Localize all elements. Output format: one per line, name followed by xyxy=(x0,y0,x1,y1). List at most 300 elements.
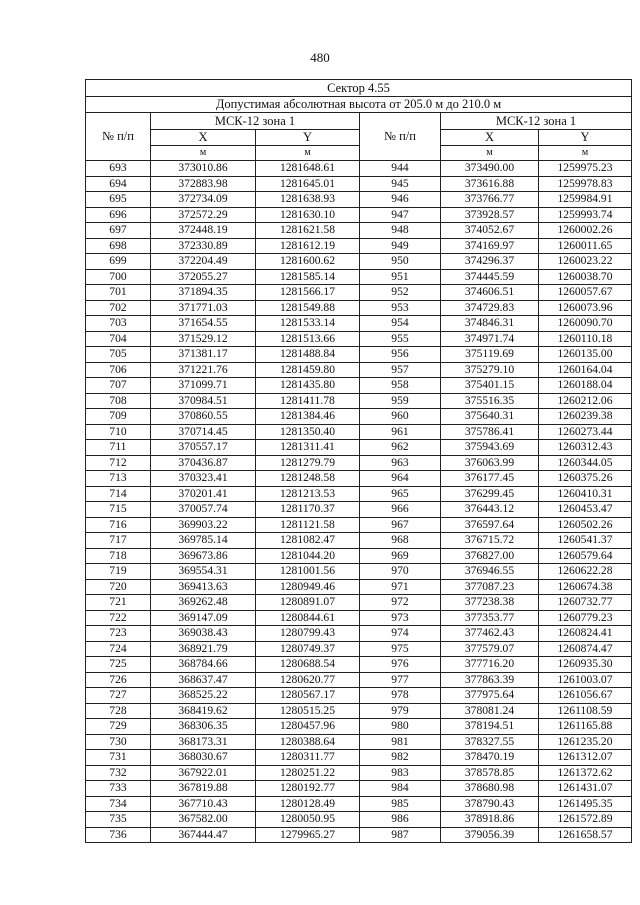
point-number-right: 963 xyxy=(360,455,441,471)
point-number-left: 710 xyxy=(86,424,151,440)
table-row xyxy=(86,719,632,735)
y-coordinate-right: 1260312.43 xyxy=(539,440,632,456)
y-coordinate-left: 1280457.96 xyxy=(256,719,360,735)
y-coordinate-right: 1261572.89 xyxy=(539,812,632,828)
x-coordinate-left: 372572.29 xyxy=(151,207,256,223)
y-coordinate-right: 1260212.06 xyxy=(539,393,632,409)
y-coordinate-left: 1281488.84 xyxy=(256,347,360,363)
y-coordinate-right: 1261431.07 xyxy=(539,781,632,797)
point-number-left: 720 xyxy=(86,579,151,595)
x-coordinate-right: 378578.85 xyxy=(441,765,539,781)
table-row xyxy=(86,548,632,564)
y-coordinate-right: 1260090.70 xyxy=(539,316,632,332)
table-row xyxy=(86,254,632,270)
point-number-right: 976 xyxy=(360,657,441,673)
x-unit-right: м xyxy=(441,146,539,161)
point-number-right: 975 xyxy=(360,641,441,657)
y-coordinate-left: 1280050.95 xyxy=(256,812,360,828)
point-number-left: 716 xyxy=(86,517,151,533)
point-number-right: 965 xyxy=(360,486,441,502)
x-coordinate-left: 367922.01 xyxy=(151,765,256,781)
table-row xyxy=(86,285,632,301)
point-number-left: 735 xyxy=(86,812,151,828)
y-coordinate-left: 1281411.78 xyxy=(256,393,360,409)
point-number-left: 702 xyxy=(86,300,151,316)
point-number-right: 984 xyxy=(360,781,441,797)
y-coordinate-right: 1259978.83 xyxy=(539,176,632,192)
x-coordinate-left: 369413.63 xyxy=(151,579,256,595)
y-coordinate-right: 1261658.57 xyxy=(539,827,632,843)
x-coordinate-left: 367710.43 xyxy=(151,796,256,812)
y-coordinate-left: 1281549.88 xyxy=(256,300,360,316)
x-coordinate-left: 373010.86 xyxy=(151,161,256,177)
point-number-right: 973 xyxy=(360,610,441,626)
y-coordinate-left: 1280311.77 xyxy=(256,750,360,766)
table-row xyxy=(86,331,632,347)
y-coordinate-right: 1260023.22 xyxy=(539,254,632,270)
point-number-right: 972 xyxy=(360,595,441,611)
x-coordinate-left: 368921.79 xyxy=(151,641,256,657)
y-coordinate-right: 1260732.77 xyxy=(539,595,632,611)
y-coordinate-left: 1280515.25 xyxy=(256,703,360,719)
table-row xyxy=(86,362,632,378)
x-coordinate-right: 376443.12 xyxy=(441,502,539,518)
point-number-right: 964 xyxy=(360,471,441,487)
y-header-left: Y xyxy=(256,129,360,146)
point-number-left: 714 xyxy=(86,486,151,502)
x-coordinate-left: 370557.17 xyxy=(151,440,256,456)
point-number-right: 953 xyxy=(360,300,441,316)
y-coordinate-left: 1280388.64 xyxy=(256,734,360,750)
table-row xyxy=(86,192,632,208)
y-coordinate-left: 1281350.40 xyxy=(256,424,360,440)
y-coordinate-left: 1281435.80 xyxy=(256,378,360,394)
y-coordinate-right: 1261003.07 xyxy=(539,672,632,688)
x-coordinate-left: 370436.87 xyxy=(151,455,256,471)
y-coordinate-right: 1260579.64 xyxy=(539,548,632,564)
coordinate-system-left: МСК-12 зона 1 xyxy=(151,113,360,130)
point-number-right: 967 xyxy=(360,517,441,533)
x-coordinate-left: 368525.22 xyxy=(151,688,256,704)
point-number-right: 948 xyxy=(360,223,441,239)
table-row xyxy=(86,455,632,471)
point-number-left: 723 xyxy=(86,626,151,642)
x-coordinate-left: 371529.12 xyxy=(151,331,256,347)
y-coordinate-right: 1260011.65 xyxy=(539,238,632,254)
point-number-left: 722 xyxy=(86,610,151,626)
x-coordinate-left: 372204.49 xyxy=(151,254,256,270)
x-coordinate-left: 371221.76 xyxy=(151,362,256,378)
point-number-left: 726 xyxy=(86,672,151,688)
point-number-left: 693 xyxy=(86,161,151,177)
y-coordinate-left: 1281513.66 xyxy=(256,331,360,347)
x-coordinate-right: 377863.39 xyxy=(441,672,539,688)
point-number-right: 977 xyxy=(360,672,441,688)
x-coordinate-left: 369038.43 xyxy=(151,626,256,642)
point-number-left: 725 xyxy=(86,657,151,673)
table-row xyxy=(86,812,632,828)
y-coordinate-right: 1260541.37 xyxy=(539,533,632,549)
x-coordinate-right: 378327.55 xyxy=(441,734,539,750)
point-number-left: 697 xyxy=(86,223,151,239)
point-number-left: 733 xyxy=(86,781,151,797)
table-row xyxy=(86,176,632,192)
x-coordinate-left: 369147.09 xyxy=(151,610,256,626)
table-row xyxy=(86,657,632,673)
y-coordinate-right: 1260502.26 xyxy=(539,517,632,533)
x-coordinate-right: 374169.97 xyxy=(441,238,539,254)
point-number-left: 708 xyxy=(86,393,151,409)
y-coordinate-left: 1280688.54 xyxy=(256,657,360,673)
y-coordinate-right: 1261312.07 xyxy=(539,750,632,766)
y-coordinate-right: 1260674.38 xyxy=(539,579,632,595)
point-number-right: 946 xyxy=(360,192,441,208)
x-coordinate-left: 372734.09 xyxy=(151,192,256,208)
y-coordinate-right: 1260779.23 xyxy=(539,610,632,626)
point-number-left: 700 xyxy=(86,269,151,285)
x-coordinate-left: 371771.03 xyxy=(151,300,256,316)
y-coordinate-left: 1281533.14 xyxy=(256,316,360,332)
table-row xyxy=(86,316,632,332)
x-coordinate-left: 370984.51 xyxy=(151,393,256,409)
point-number-left: 717 xyxy=(86,533,151,549)
point-number-right: 955 xyxy=(360,331,441,347)
point-number-right: 951 xyxy=(360,269,441,285)
point-number-right: 954 xyxy=(360,316,441,332)
x-coordinate-left: 371099.71 xyxy=(151,378,256,394)
point-number-right: 983 xyxy=(360,765,441,781)
y-coordinate-left: 1281170.37 xyxy=(256,502,360,518)
point-number-left: 709 xyxy=(86,409,151,425)
table-row xyxy=(86,595,632,611)
point-number-left: 729 xyxy=(86,719,151,735)
table-row xyxy=(86,409,632,425)
table-row xyxy=(86,750,632,766)
point-number-right: 945 xyxy=(360,176,441,192)
x-coordinate-right: 376946.55 xyxy=(441,564,539,580)
y-coordinate-right: 1260188.04 xyxy=(539,378,632,394)
x-coordinate-right: 373490.00 xyxy=(441,161,539,177)
point-number-left: 713 xyxy=(86,471,151,487)
altitude-range: Допустимая абсолютная высота от 205.0 м до 210.0 м xyxy=(86,96,632,113)
point-number-left: 712 xyxy=(86,455,151,471)
y-coordinate-left: 1281248.58 xyxy=(256,471,360,487)
point-number-right: 962 xyxy=(360,440,441,456)
y-coordinate-left: 1281645.01 xyxy=(256,176,360,192)
x-coordinate-right: 374052.67 xyxy=(441,223,539,239)
y-unit-right: м xyxy=(539,146,632,161)
y-coordinate-left: 1280192.77 xyxy=(256,781,360,797)
point-number-left: 699 xyxy=(86,254,151,270)
x-coordinate-left: 369262.48 xyxy=(151,595,256,611)
table-row xyxy=(86,641,632,657)
x-coordinate-left: 372055.27 xyxy=(151,269,256,285)
x-header-right: X xyxy=(441,129,539,146)
table-row xyxy=(86,781,632,797)
y-coordinate-right: 1260073.96 xyxy=(539,300,632,316)
x-coordinate-left: 367819.88 xyxy=(151,781,256,797)
point-number-right: 980 xyxy=(360,719,441,735)
point-number-right: 956 xyxy=(360,347,441,363)
table-row xyxy=(86,393,632,409)
y-coordinate-right: 1260038.70 xyxy=(539,269,632,285)
x-coordinate-left: 372883.98 xyxy=(151,176,256,192)
point-number-left: 724 xyxy=(86,641,151,657)
x-coordinate-right: 377353.77 xyxy=(441,610,539,626)
point-number-right: 957 xyxy=(360,362,441,378)
y-coordinate-right: 1260135.00 xyxy=(539,347,632,363)
point-number-left: 696 xyxy=(86,207,151,223)
x-coordinate-left: 368784.66 xyxy=(151,657,256,673)
table-row xyxy=(86,347,632,363)
x-coordinate-left: 368173.31 xyxy=(151,734,256,750)
y-coordinate-left: 1281600.62 xyxy=(256,254,360,270)
point-number-left: 707 xyxy=(86,378,151,394)
y-coordinate-left: 1281566.17 xyxy=(256,285,360,301)
point-number-left: 732 xyxy=(86,765,151,781)
x-coordinate-left: 370714.45 xyxy=(151,424,256,440)
x-coordinate-left: 370860.55 xyxy=(151,409,256,425)
x-coordinate-right: 378470.19 xyxy=(441,750,539,766)
point-number-right: 960 xyxy=(360,409,441,425)
x-coordinate-left: 368030.67 xyxy=(151,750,256,766)
x-header-left: X xyxy=(151,129,256,146)
point-number-left: 704 xyxy=(86,331,151,347)
coordinates-table xyxy=(85,79,632,843)
page-number: 480 xyxy=(310,50,330,65)
table-row xyxy=(86,610,632,626)
y-coordinate-right: 1260002.26 xyxy=(539,223,632,239)
coordinate-system-right: МСК-12 зона 1 xyxy=(441,113,632,130)
point-number-right: 968 xyxy=(360,533,441,549)
y-coordinate-right: 1259984.91 xyxy=(539,192,632,208)
x-coordinate-right: 378918.86 xyxy=(441,812,539,828)
point-number-left: 715 xyxy=(86,502,151,518)
table-row xyxy=(86,424,632,440)
x-coordinate-right: 377716.20 xyxy=(441,657,539,673)
point-number-right: 974 xyxy=(360,626,441,642)
point-number-left: 736 xyxy=(86,827,151,843)
point-number-right: 986 xyxy=(360,812,441,828)
point-number-left: 705 xyxy=(86,347,151,363)
point-number-left: 734 xyxy=(86,796,151,812)
y-coordinate-left: 1280620.77 xyxy=(256,672,360,688)
x-coordinate-right: 374296.37 xyxy=(441,254,539,270)
point-number-right: 971 xyxy=(360,579,441,595)
y-unit-left: м xyxy=(256,146,360,161)
table-row xyxy=(86,734,632,750)
y-coordinate-right: 1260273.44 xyxy=(539,424,632,440)
x-coordinate-left: 372330.89 xyxy=(151,238,256,254)
point-number-left: 698 xyxy=(86,238,151,254)
point-number-right: 987 xyxy=(360,827,441,843)
x-coordinate-right: 378790.43 xyxy=(441,796,539,812)
table-row xyxy=(86,238,632,254)
x-coordinate-right: 379056.39 xyxy=(441,827,539,843)
point-number-left: 694 xyxy=(86,176,151,192)
y-coordinate-left: 1281648.61 xyxy=(256,161,360,177)
x-coordinate-left: 368306.35 xyxy=(151,719,256,735)
x-coordinate-right: 373766.77 xyxy=(441,192,539,208)
point-number-right: 979 xyxy=(360,703,441,719)
y-coordinate-left: 1281121.58 xyxy=(256,517,360,533)
table-row xyxy=(86,471,632,487)
x-coordinate-left: 371381.17 xyxy=(151,347,256,363)
y-coordinate-right: 1259993.74 xyxy=(539,207,632,223)
y-coordinate-right: 1261372.62 xyxy=(539,765,632,781)
x-coordinate-left: 371654.55 xyxy=(151,316,256,332)
y-coordinate-left: 1280799.43 xyxy=(256,626,360,642)
x-coordinate-right: 377975.64 xyxy=(441,688,539,704)
y-coordinate-left: 1281585.14 xyxy=(256,269,360,285)
table-row xyxy=(86,223,632,239)
x-coordinate-right: 376063.99 xyxy=(441,455,539,471)
x-coordinate-right: 374729.83 xyxy=(441,300,539,316)
table-row xyxy=(86,486,632,502)
table-row xyxy=(86,765,632,781)
y-coordinate-left: 1281621.58 xyxy=(256,223,360,239)
y-coordinate-left: 1281612.19 xyxy=(256,238,360,254)
point-number-left: 695 xyxy=(86,192,151,208)
point-number-right: 982 xyxy=(360,750,441,766)
x-coordinate-right: 375119.69 xyxy=(441,347,539,363)
y-coordinate-right: 1260453.47 xyxy=(539,502,632,518)
x-coordinate-right: 375516.35 xyxy=(441,393,539,409)
y-coordinate-left: 1280949.46 xyxy=(256,579,360,595)
x-coordinate-left: 371894.35 xyxy=(151,285,256,301)
y-coordinate-right: 1261165.88 xyxy=(539,719,632,735)
table-row xyxy=(86,161,632,177)
y-coordinate-left: 1281213.53 xyxy=(256,486,360,502)
point-number-right: 966 xyxy=(360,502,441,518)
x-coordinate-right: 375943.69 xyxy=(441,440,539,456)
x-coordinate-left: 368419.62 xyxy=(151,703,256,719)
table-row xyxy=(86,502,632,518)
y-coordinate-left: 1281459.80 xyxy=(256,362,360,378)
point-number-right: 981 xyxy=(360,734,441,750)
point-number-right: 970 xyxy=(360,564,441,580)
point-number-right: 947 xyxy=(360,207,441,223)
table-row xyxy=(86,378,632,394)
x-coordinate-right: 374606.51 xyxy=(441,285,539,301)
table-row xyxy=(86,517,632,533)
x-coordinate-left: 369903.22 xyxy=(151,517,256,533)
point-number-left: 731 xyxy=(86,750,151,766)
x-coordinate-right: 377579.07 xyxy=(441,641,539,657)
table-row xyxy=(86,626,632,642)
y-coordinate-left: 1281311.41 xyxy=(256,440,360,456)
x-coordinate-right: 377238.38 xyxy=(441,595,539,611)
x-coordinate-right: 373616.88 xyxy=(441,176,539,192)
x-coordinate-right: 375279.10 xyxy=(441,362,539,378)
y-coordinate-right: 1260057.67 xyxy=(539,285,632,301)
y-coordinate-right: 1261056.67 xyxy=(539,688,632,704)
y-coordinate-left: 1280749.37 xyxy=(256,641,360,657)
x-coordinate-right: 373928.57 xyxy=(441,207,539,223)
y-coordinate-right: 1260874.47 xyxy=(539,641,632,657)
table-row xyxy=(86,672,632,688)
y-coordinate-right: 1260622.28 xyxy=(539,564,632,580)
x-coordinate-right: 376299.45 xyxy=(441,486,539,502)
x-coordinate-right: 375786.41 xyxy=(441,424,539,440)
point-number-left: 728 xyxy=(86,703,151,719)
y-coordinate-left: 1279965.27 xyxy=(256,827,360,843)
y-coordinate-right: 1260164.04 xyxy=(539,362,632,378)
point-number-right: 952 xyxy=(360,285,441,301)
y-coordinate-right: 1260410.31 xyxy=(539,486,632,502)
point-number-right: 944 xyxy=(360,161,441,177)
point-number-right: 978 xyxy=(360,688,441,704)
table-row xyxy=(86,796,632,812)
point-number-right: 985 xyxy=(360,796,441,812)
y-coordinate-left: 1280567.17 xyxy=(256,688,360,704)
table-row xyxy=(86,703,632,719)
table-row xyxy=(86,300,632,316)
y-coordinate-left: 1280251.22 xyxy=(256,765,360,781)
x-coordinate-left: 372448.19 xyxy=(151,223,256,239)
point-number-right: 969 xyxy=(360,548,441,564)
point-number-right: 958 xyxy=(360,378,441,394)
table-row xyxy=(86,207,632,223)
x-coordinate-right: 375401.15 xyxy=(441,378,539,394)
point-number-left: 711 xyxy=(86,440,151,456)
x-coordinate-right: 378680.98 xyxy=(441,781,539,797)
table-body xyxy=(86,161,632,843)
x-coordinate-right: 374445.59 xyxy=(441,269,539,285)
y-coordinate-left: 1281082.47 xyxy=(256,533,360,549)
y-coordinate-left: 1280844.61 xyxy=(256,610,360,626)
point-number-left: 718 xyxy=(86,548,151,564)
y-coordinate-left: 1281384.46 xyxy=(256,409,360,425)
x-coordinate-right: 378194.51 xyxy=(441,719,539,735)
y-coordinate-left: 1281001.56 xyxy=(256,564,360,580)
point-number-left: 703 xyxy=(86,316,151,332)
x-coordinate-right: 375640.31 xyxy=(441,409,539,425)
x-coordinate-left: 370201.41 xyxy=(151,486,256,502)
x-coordinate-left: 369673.86 xyxy=(151,548,256,564)
point-number-left: 706 xyxy=(86,362,151,378)
y-coordinate-right: 1260375.26 xyxy=(539,471,632,487)
x-coordinate-right: 376715.72 xyxy=(441,533,539,549)
y-coordinate-left: 1281630.10 xyxy=(256,207,360,223)
y-coordinate-right: 1261495.35 xyxy=(539,796,632,812)
y-coordinate-left: 1280128.49 xyxy=(256,796,360,812)
y-coordinate-right: 1260239.38 xyxy=(539,409,632,425)
x-coordinate-right: 374846.31 xyxy=(441,316,539,332)
x-coordinate-left: 367444.47 xyxy=(151,827,256,843)
x-coordinate-left: 369554.31 xyxy=(151,564,256,580)
x-coordinate-right: 374971.74 xyxy=(441,331,539,347)
table-row xyxy=(86,688,632,704)
row-number-header-left: № п/п xyxy=(86,113,151,161)
y-coordinate-left: 1281044.20 xyxy=(256,548,360,564)
x-coordinate-right: 378081.24 xyxy=(441,703,539,719)
table-row xyxy=(86,269,632,285)
x-coordinate-right: 376177.45 xyxy=(441,471,539,487)
y-header-right: Y xyxy=(539,129,632,146)
x-coordinate-left: 370057.74 xyxy=(151,502,256,518)
point-number-left: 719 xyxy=(86,564,151,580)
row-number-header-right: № п/п xyxy=(360,113,441,161)
sector-title: Сектор 4.55 xyxy=(86,80,632,97)
y-coordinate-right: 1261108.59 xyxy=(539,703,632,719)
point-number-right: 950 xyxy=(360,254,441,270)
table-row xyxy=(86,827,632,843)
table-row xyxy=(86,440,632,456)
x-coordinate-left: 367582.00 xyxy=(151,812,256,828)
y-coordinate-right: 1260110.18 xyxy=(539,331,632,347)
x-coordinate-right: 377462.43 xyxy=(441,626,539,642)
